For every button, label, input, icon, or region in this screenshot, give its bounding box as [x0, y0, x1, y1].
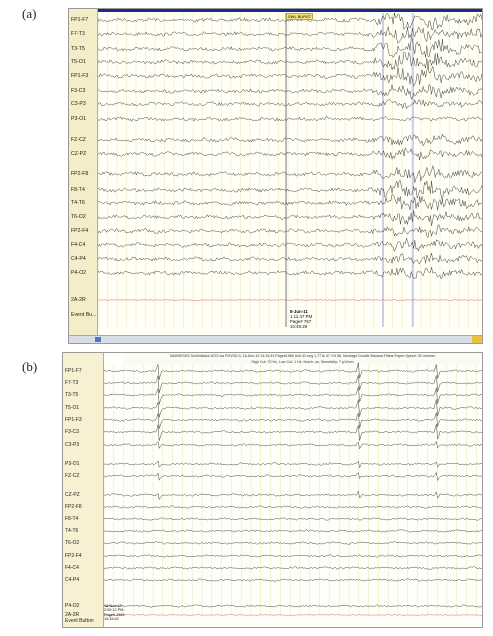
channel-label[interactable]: Event Bu...: [71, 312, 97, 318]
eeg-traces-a: [98, 9, 482, 335]
eeg-trace: [104, 424, 482, 441]
channel-label[interactable]: C4-P4: [71, 256, 86, 262]
channel-label[interactable]: T6-O2: [65, 540, 80, 546]
channel-label[interactable]: F7-T3: [65, 380, 79, 386]
event-marker-tag[interactable]: SWL BURST: [288, 14, 312, 19]
eeg-trace: [98, 99, 482, 108]
channel-label[interactable]: FP1-F3: [65, 417, 82, 423]
channel-label[interactable]: T3-T5: [71, 46, 85, 52]
eeg-trace: [98, 134, 482, 146]
recording-header: SAMSKSKS Sztn0d8dos 3070 via PDVSD-3, 18-Nov-10 14:15:43 Page#1969 Unit 32 eeg 1,77 tk 47 1% 56, Montage Double Banana Filters Paper Speed: 30 mm/sec High Cut: 70 Hz, Low Cut: 1 Hz, Notch: on, Sensitivity: 7 µV/mm: [123, 353, 482, 365]
channel-label[interactable]: F4-C4: [65, 565, 79, 571]
eeg-trace: [104, 472, 482, 480]
eeg-trace: [98, 224, 482, 237]
channel-label[interactable]: F3-C3: [65, 429, 79, 435]
reference-trace: [104, 615, 482, 616]
timestamp-readout-b: 18-Nov-10 2:00:12 PM Page# 1969 14:15:42: [104, 604, 125, 622]
eeg-viewer-a[interactable]: [68, 8, 483, 344]
eeg-trace: [104, 579, 482, 582]
channel-label[interactable]: F4-C4: [71, 242, 86, 248]
eeg-trace: [104, 518, 482, 521]
channel-label[interactable]: C3-P3: [65, 442, 80, 448]
eeg-trace: [104, 387, 482, 405]
scroll-right-button[interactable]: [472, 336, 482, 343]
channel-label[interactable]: FP2-F8: [71, 171, 89, 177]
horizontal-scrollbar[interactable]: [69, 335, 482, 343]
channel-label[interactable]: FP1-F3: [71, 73, 89, 79]
channel-label[interactable]: F8-T4: [71, 187, 85, 193]
eeg-trace: [98, 210, 482, 225]
panel-b-letter: (b): [22, 359, 38, 374]
eeg-trace: [104, 375, 482, 393]
channel-label[interactable]: 2A-2R: [65, 612, 80, 618]
eeg-trace: [104, 605, 482, 608]
eeg-trace: [98, 148, 482, 160]
eeg-trace: [104, 363, 482, 380]
channel-label[interactable]: 2A-2R: [71, 297, 86, 303]
eeg-trace: [98, 195, 482, 211]
channel-label[interactable]: FP2-F8: [65, 504, 82, 510]
panel-a-letter: (a): [22, 6, 37, 21]
channel-label[interactable]: P4-O2: [71, 270, 86, 276]
channel-label[interactable]: T5-O1: [65, 405, 80, 411]
eeg-trace: [98, 66, 482, 86]
eeg-trace: [104, 442, 482, 449]
eeg-trace: [104, 491, 482, 499]
channel-label[interactable]: F3-C3: [71, 88, 86, 94]
eeg-trace: [98, 181, 482, 201]
channel-label[interactable]: CZ-PZ: [71, 151, 87, 157]
channel-label[interactable]: FP1-F7: [65, 368, 82, 374]
channel-label[interactable]: FP1-F7: [71, 17, 89, 23]
eeg-traces-b: [104, 353, 482, 627]
channel-label[interactable]: C3-P3: [71, 101, 86, 107]
timestamp-readout-a: 8-Jun-11 1:11:47 PM Page# 767 10:49:29: [290, 309, 313, 329]
channel-label[interactable]: FP2-F4: [65, 553, 82, 559]
eeg-trace: [98, 39, 482, 58]
channel-label[interactable]: F7-T3: [71, 31, 85, 37]
channel-label[interactable]: Event Button: [65, 618, 94, 624]
eeg-trace: [104, 461, 482, 468]
channel-label[interactable]: FZ-CZ: [71, 137, 86, 143]
eeg-trace: [104, 542, 482, 545]
channel-label[interactable]: C4-P4: [65, 577, 80, 583]
eeg-trace: [98, 267, 482, 279]
eeg-trace: [98, 238, 482, 251]
eeg-trace: [104, 412, 482, 428]
eeg-trace: [104, 399, 482, 417]
channel-label[interactable]: T3-T5: [65, 392, 79, 398]
channel-label[interactable]: CZ-PZ: [65, 492, 80, 498]
reference-trace: [98, 300, 482, 301]
eeg-viewer-b[interactable]: [62, 352, 483, 628]
eeg-trace: [104, 530, 482, 533]
eeg-trace: [98, 52, 482, 70]
eeg-trace: [98, 117, 482, 122]
channel-label[interactable]: P4-O2: [65, 603, 80, 609]
eeg-trace: [98, 27, 482, 44]
eeg-trace: [104, 506, 482, 509]
eeg-trace: [104, 555, 482, 558]
channel-label[interactable]: FZ-CZ: [65, 473, 80, 479]
channel-label[interactable]: F8-T4: [65, 516, 79, 522]
channel-label[interactable]: T5-O1: [71, 59, 86, 65]
eeg-trace: [104, 567, 482, 570]
channel-label[interactable]: T6-O2: [71, 214, 86, 220]
scroll-thumb[interactable]: [95, 337, 101, 342]
eeg-trace: [98, 166, 482, 183]
channel-label[interactable]: T4-T6: [71, 200, 85, 206]
eeg-trace: [98, 84, 482, 99]
channel-label[interactable]: P3-O1: [65, 461, 80, 467]
channel-label[interactable]: FP2-F4: [71, 228, 89, 234]
channel-label[interactable]: T4-T6: [65, 528, 79, 534]
channel-label[interactable]: P3-O1: [71, 116, 86, 122]
eeg-trace: [98, 253, 482, 264]
